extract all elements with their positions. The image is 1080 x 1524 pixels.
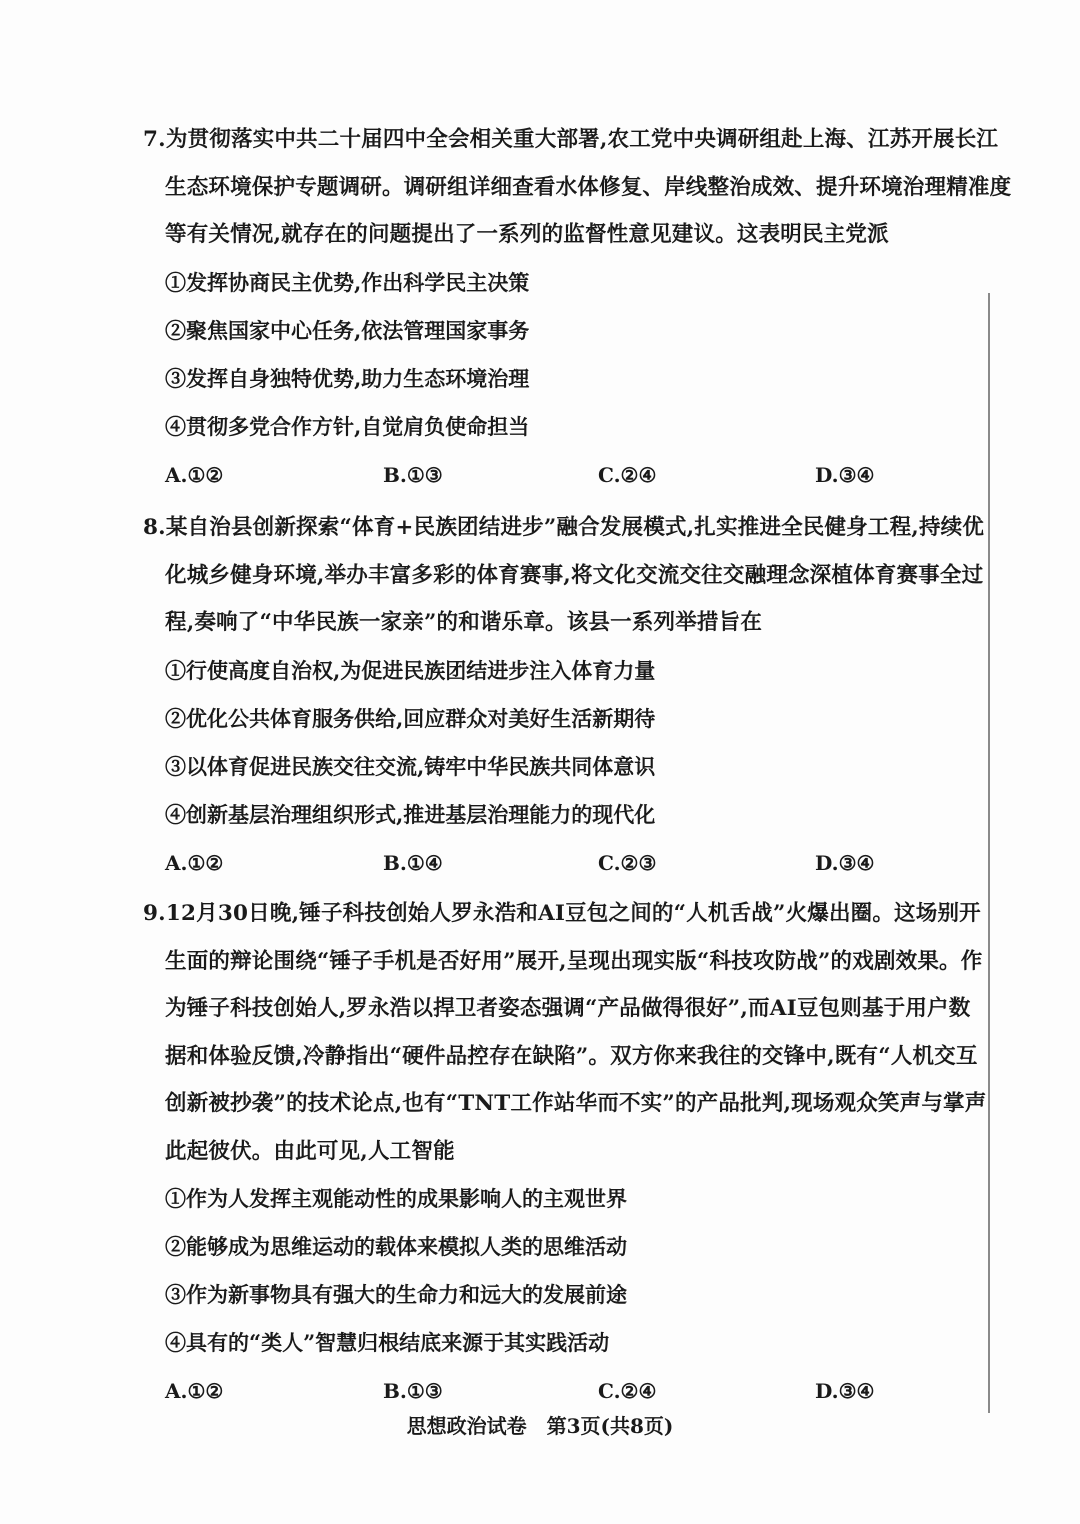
question-stem-line: 据和体验反馈,冷静指出“硬件品控存在缺陷”。双方你来我往的交锋中,既有“人机交互 [165,1043,978,1069]
statement-option-1: ①行使高度自治权,为促进民族团结进步注入体育力量 [165,657,656,683]
statement-option-2: ②能够成为思维运动的载体来模拟人类的思维活动 [165,1234,627,1259]
choice-a: A.①② [165,1379,224,1403]
question-stem-line: 8.某自治县创新探索“体育+民族团结进步”融合发展模式,扎实推进全民健身工程,持续优 [143,515,985,540]
choice-c: C.②④ [598,1379,657,1403]
question-9 [143,890,988,1415]
choice-c: C.②④ [598,462,657,487]
question-8 [143,504,988,887]
choice-b: B.①④ [383,850,443,875]
choice-c: C.②③ [598,850,657,875]
statement-option-2: ②聚焦国家中心任务,依法管理国家事务 [165,317,530,343]
question-7 [143,116,1012,499]
statement-option-4: ④贯彻多党合作方针,自觉肩负使命担当 [165,413,530,439]
choice-a: A.①② [165,850,224,875]
statement-option-1: ①发挥协商民主优势,作出科学民主决策 [165,269,530,295]
choice-a: A.①② [165,462,224,487]
question-stem-line: 生面的辩论围绕“锤子手机是否好用”展开,呈现出现实版“科技攻防战”的戏剧效果。作 [165,948,983,974]
statement-option-3: ③以体育促进民族交往交流,铸牢中华民族共同体意识 [165,753,656,779]
statement-option-4: ④具有的“类人”智慧归根结底来源于其实践活动 [165,1330,610,1355]
question-stem-line: 程,奏响了“中华民族一家亲”的和谐乐章。该县一系列举措旨在 [165,610,763,635]
statement-option-3: ③发挥自身独特优势,助力生态环境治理 [165,365,530,391]
question-stem-line: 等有关情况,就存在的问题提出了一系列的监督性意见建议。这表明民主党派 [165,222,889,247]
choice-d: D.③④ [815,1379,875,1403]
choice-d: D.③④ [815,462,875,487]
page-footer: 思想政治试卷 第3页(共8页) [406,1414,674,1438]
answer-choices [143,451,988,499]
question-stem-line: 7.为贯彻落实中共二十届四中全会相关重大部署,农工党中央调研组赴上海、江苏开展长江 [143,127,999,152]
statement-option-4: ④创新基层治理组织形式,推进基层治理能力的现代化 [165,801,656,827]
choice-d: D.③④ [815,850,875,875]
answer-choices [143,1367,988,1415]
question-stem-line: 创新被抄袭”的技术论点,也有“TNT工作站华而不实”的产品批判,现场观众笑声与掌声 [165,1091,987,1116]
choice-b: B.①③ [383,1379,443,1403]
answer-choices [143,839,988,887]
statement-option-3: ③作为新事物具有强大的生命力和远大的发展前途 [165,1282,627,1307]
question-stem-line: 为锤子科技创始人,罗永浩以捍卫者姿态强调“产品做得很好”,而AI豆包则基于用户数 [165,996,971,1021]
question-stem-line: 生态环境保护专题调研。调研组详细查看水体修复、岸线整治成效、提升环境治理精准度 [165,174,1012,200]
statement-option-1: ①作为人发挥主观能动性的成果影响人的主观世界 [165,1186,627,1211]
margin-rule [988,293,990,1413]
question-stem-line: 此起彼伏。由此可见,人工智能 [165,1138,455,1164]
question-stem-line: 9.12月30日晚,锤子科技创始人罗永浩和AI豆包之间的“人机舌战”火爆出圈。这场别开 [143,901,981,926]
choice-b: B.①③ [383,462,443,487]
statement-option-2: ②优化公共体育服务供给,回应群众对美好生活新期待 [165,705,656,731]
question-stem-line: 化城乡健身环境,举办丰富多彩的体育赛事,将文化交流交往交融理念深植体育赛事全过 [165,562,984,588]
